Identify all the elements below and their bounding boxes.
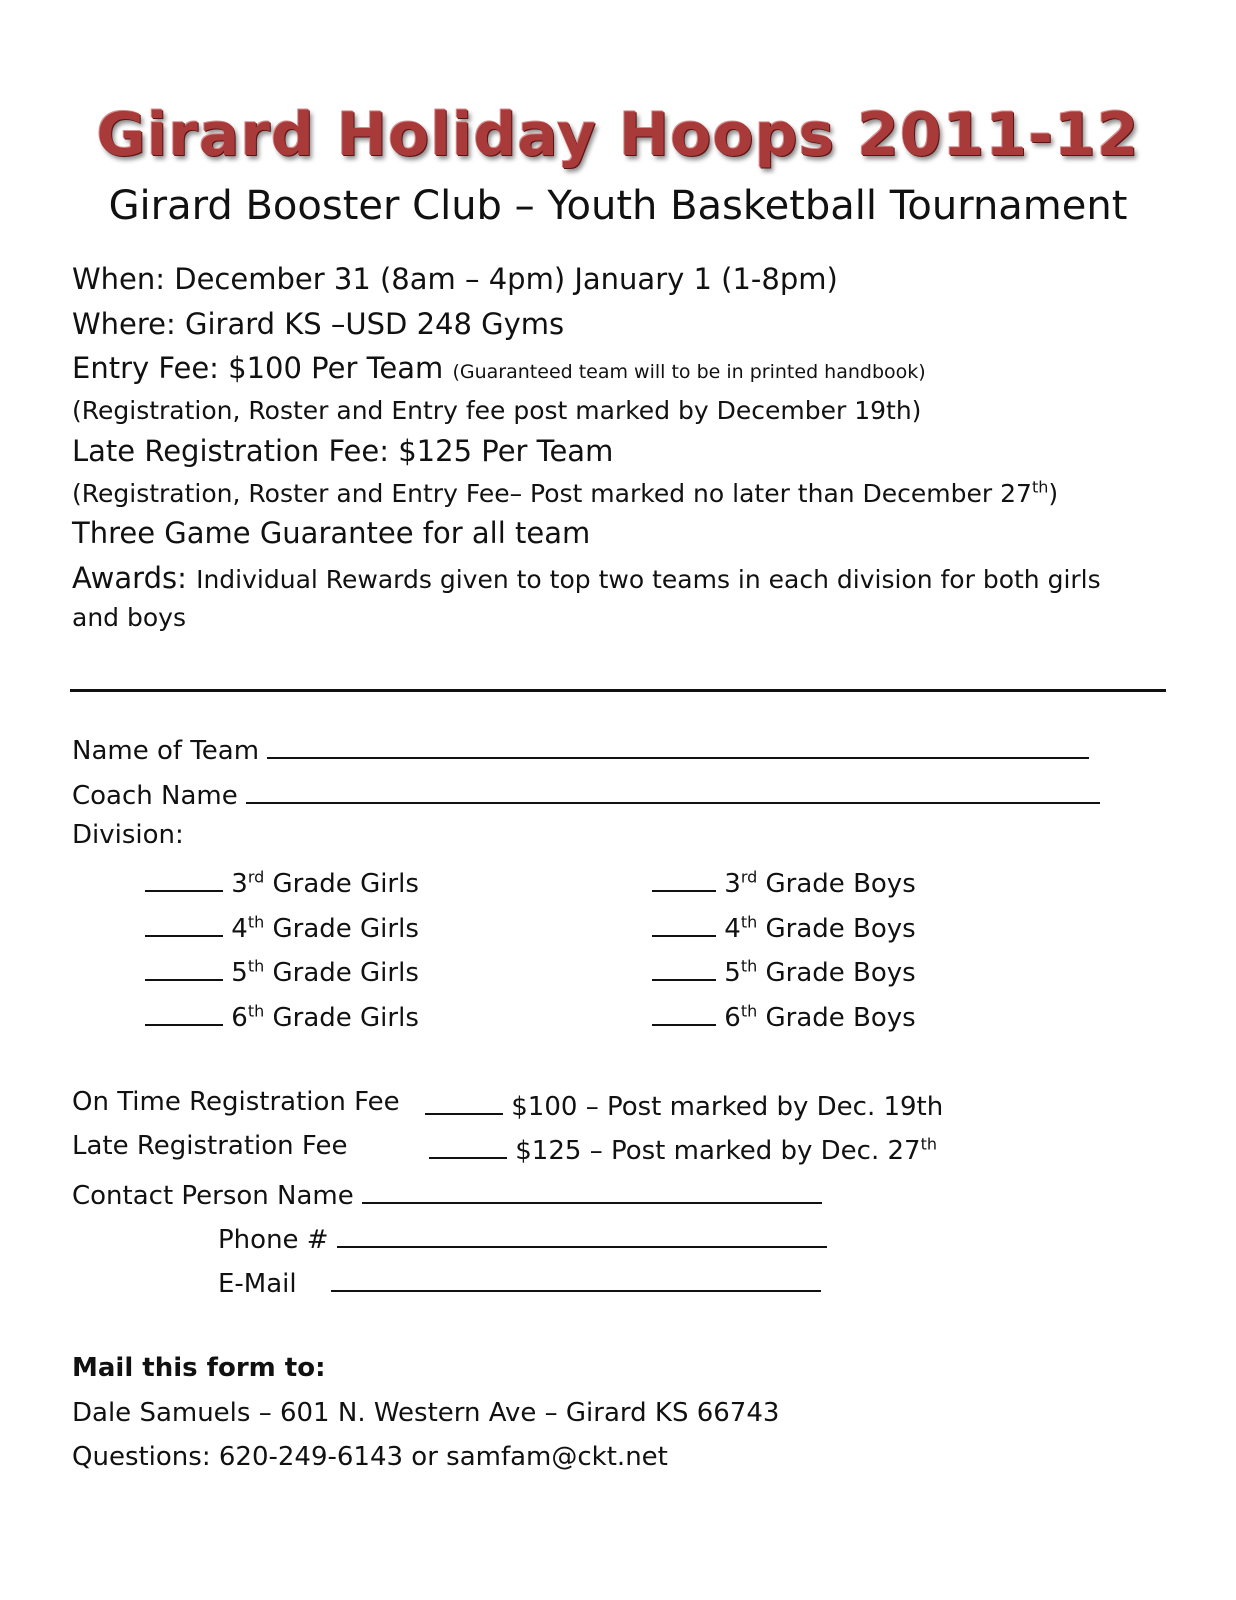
division-boys-6 — [652, 998, 916, 1033]
grade-suffix: rd — [247, 867, 265, 887]
late-fee-label: Late Registration Fee — [72, 1131, 348, 1161]
phone-label: Phone # — [218, 1225, 329, 1255]
ontime-fee-row — [425, 1087, 943, 1122]
grade-number: 5 — [724, 958, 741, 988]
questions-line: Questions: 620-249-6143 or samfam@ckt.net — [72, 1442, 668, 1472]
grade-suffix: th — [740, 956, 758, 976]
email-field[interactable] — [331, 1264, 821, 1292]
division-checkbox-boys-4[interactable] — [652, 909, 716, 937]
late-deadline-close: ) — [1048, 479, 1059, 508]
division-girls-3 — [145, 864, 419, 899]
awards-text: Individual Rewards given to top two teams in each division for both girls — [196, 565, 1101, 594]
ontime-fee-text: $100 – Post marked by Dec. 19th — [511, 1092, 944, 1122]
awards-label: Awards: — [72, 561, 187, 595]
division-label: Division: — [72, 820, 184, 850]
email-label: E-Mail — [218, 1269, 297, 1299]
division-girls-6 — [145, 998, 419, 1033]
coach-name-field[interactable] — [246, 776, 1100, 804]
grade-number: 3 — [231, 869, 248, 899]
division-checkbox-girls-5[interactable] — [145, 953, 223, 981]
grade-suffix: rd — [740, 867, 758, 887]
division-boys-4 — [652, 909, 916, 944]
division-girls-4 — [145, 909, 419, 944]
contact-name-label: Contact Person Name — [72, 1181, 354, 1211]
entry-fee-note: (Guaranteed team will to be in printed handbook) — [452, 361, 926, 383]
tournament-subtitle: Girard Booster Club – Youth Basketball Tournament — [108, 183, 1128, 229]
grade-label: Grade Boys — [765, 1003, 916, 1033]
grade-number: 6 — [231, 1003, 248, 1033]
late-fee-sup: th — [920, 1134, 937, 1154]
grade-suffix: th — [247, 1001, 265, 1021]
late-fee-row — [429, 1131, 937, 1166]
late-fee-line: Late Registration Fee: $125 Per Team — [72, 434, 614, 468]
grade-number: 6 — [724, 1003, 741, 1033]
grade-number: 3 — [724, 869, 741, 899]
ontime-fee-label: On Time Registration Fee — [72, 1087, 400, 1117]
grade-suffix: th — [740, 912, 758, 932]
team-name-row — [72, 731, 1089, 766]
team-name-field[interactable] — [267, 731, 1089, 759]
division-checkbox-girls-4[interactable] — [145, 909, 223, 937]
division-checkbox-boys-6[interactable] — [652, 998, 716, 1026]
email-row — [218, 1264, 821, 1299]
grade-label: Grade Girls — [272, 1003, 419, 1033]
tournament-title: Girard Holiday Hoops 2011-12 — [96, 100, 1140, 170]
late-deadline-text: (Registration, Roster and Entry Fee– Post marked no later than December 27 — [72, 479, 1032, 508]
contact-name-field[interactable] — [362, 1176, 822, 1204]
division-checkbox-girls-6[interactable] — [145, 998, 223, 1026]
late-fee-text: $125 – Post marked by Dec. 27 — [515, 1136, 921, 1166]
mail-address: Dale Samuels – 601 N. Western Ave – Girard KS 66743 — [72, 1398, 780, 1428]
grade-number: 4 — [724, 914, 741, 944]
grade-label: Grade Girls — [272, 914, 419, 944]
ontime-fee-checkbox[interactable] — [425, 1087, 503, 1115]
grade-suffix: th — [247, 956, 265, 976]
entry-fee-line — [72, 351, 926, 385]
entry-deadline-line: (Registration, Roster and Entry fee post marked by December 19th) — [72, 396, 922, 425]
division-boys-3 — [652, 864, 916, 899]
late-fee-checkbox[interactable] — [429, 1131, 507, 1159]
phone-field[interactable] — [337, 1220, 827, 1248]
grade-number: 5 — [231, 958, 248, 988]
division-girls-5 — [145, 953, 419, 988]
late-deadline-sup: th — [1031, 477, 1049, 497]
grade-number: 4 — [231, 914, 248, 944]
entry-fee-text: Entry Fee: $100 Per Team — [72, 351, 444, 385]
guarantee-line: Three Game Guarantee for all team — [72, 516, 591, 550]
grade-label: Grade Boys — [765, 869, 916, 899]
awards-line — [72, 561, 1101, 595]
when-line: When: December 31 (8am – 4pm) January 1 (1-8pm) — [72, 262, 838, 296]
mail-heading: Mail this form to: — [72, 1353, 326, 1383]
contact-row — [72, 1176, 822, 1211]
awards-line-2: and boys — [72, 603, 186, 632]
late-deadline-line — [72, 479, 1058, 508]
where-line: Where: Girard KS –USD 248 Gyms — [72, 307, 565, 341]
grade-suffix: th — [247, 912, 265, 932]
section-divider — [70, 689, 1166, 692]
grade-suffix: th — [740, 1001, 758, 1021]
division-checkbox-girls-3[interactable] — [145, 864, 223, 892]
grade-label: Grade Girls — [272, 958, 419, 988]
grade-label: Grade Girls — [272, 869, 419, 899]
grade-label: Grade Boys — [765, 958, 916, 988]
coach-name-row — [72, 776, 1100, 811]
team-name-label: Name of Team — [72, 736, 260, 766]
division-checkbox-boys-3[interactable] — [652, 864, 716, 892]
grade-label: Grade Boys — [765, 914, 916, 944]
division-boys-5 — [652, 953, 916, 988]
division-checkbox-boys-5[interactable] — [652, 953, 716, 981]
phone-row — [218, 1220, 827, 1255]
coach-name-label: Coach Name — [72, 781, 238, 811]
